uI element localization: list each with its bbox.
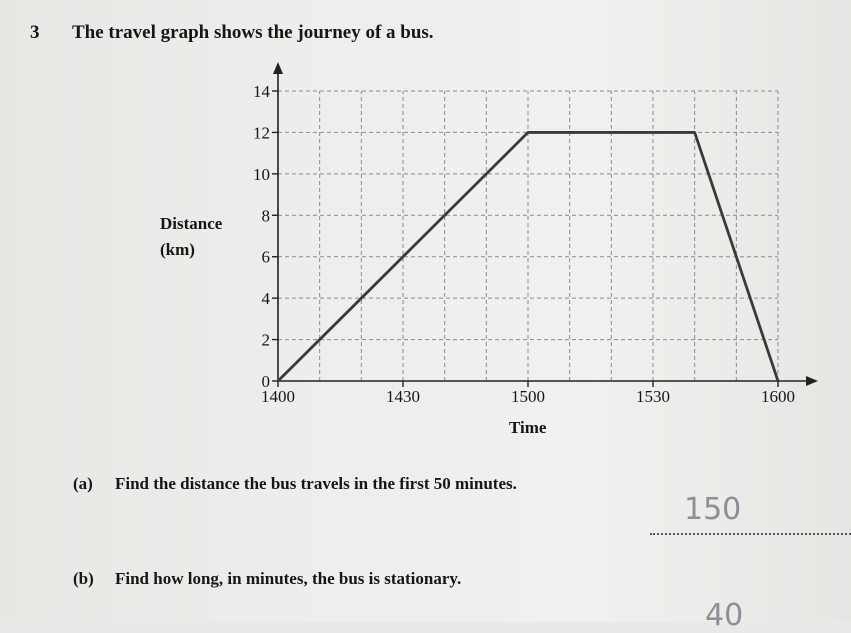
part-a-text: Find the distance the bus travels in the first 50 minutes. xyxy=(115,474,517,493)
y-tick-label: 12 xyxy=(253,123,270,143)
y-axis-arrowhead xyxy=(273,62,283,74)
handwritten-answer-b: 40 xyxy=(705,598,744,633)
x-tick-label: 1500 xyxy=(511,387,545,406)
part-a-tag: (a) xyxy=(73,474,93,493)
y-tick-label: 2 xyxy=(261,330,270,350)
x-tick-label: 1600 xyxy=(761,387,795,406)
y-tick-label: 0 xyxy=(261,372,270,391)
question-text: The travel graph shows the journey of a bus. xyxy=(72,22,434,43)
part-b-text: Find how long, in minutes, the bus is stationary. xyxy=(115,569,462,588)
y-axis-label-line-2: (km) xyxy=(160,240,195,259)
y-tick-label: 4 xyxy=(261,289,270,309)
handwritten-answer-a: 150 xyxy=(684,492,742,527)
question-number: 3 xyxy=(30,22,40,43)
x-tick-label: 1400 xyxy=(261,387,295,406)
x-axis-arrowhead xyxy=(806,376,818,386)
y-tick-label: 10 xyxy=(253,164,270,184)
question-part-b xyxy=(73,569,461,589)
x-tick-label: 1530 xyxy=(636,387,670,406)
answer-line xyxy=(650,533,851,535)
x-axis-label: Time xyxy=(509,418,547,437)
y-tick-label: 14 xyxy=(253,82,270,101)
y-axis-label xyxy=(160,211,222,263)
question-part-a xyxy=(73,474,517,494)
y-axis-label-line-1: Distance xyxy=(160,214,223,233)
part-b-tag: (b) xyxy=(73,569,94,588)
y-tick-label: 6 xyxy=(261,247,270,267)
x-tick-label: 1430 xyxy=(386,387,420,406)
y-tick-label: 8 xyxy=(261,206,270,226)
